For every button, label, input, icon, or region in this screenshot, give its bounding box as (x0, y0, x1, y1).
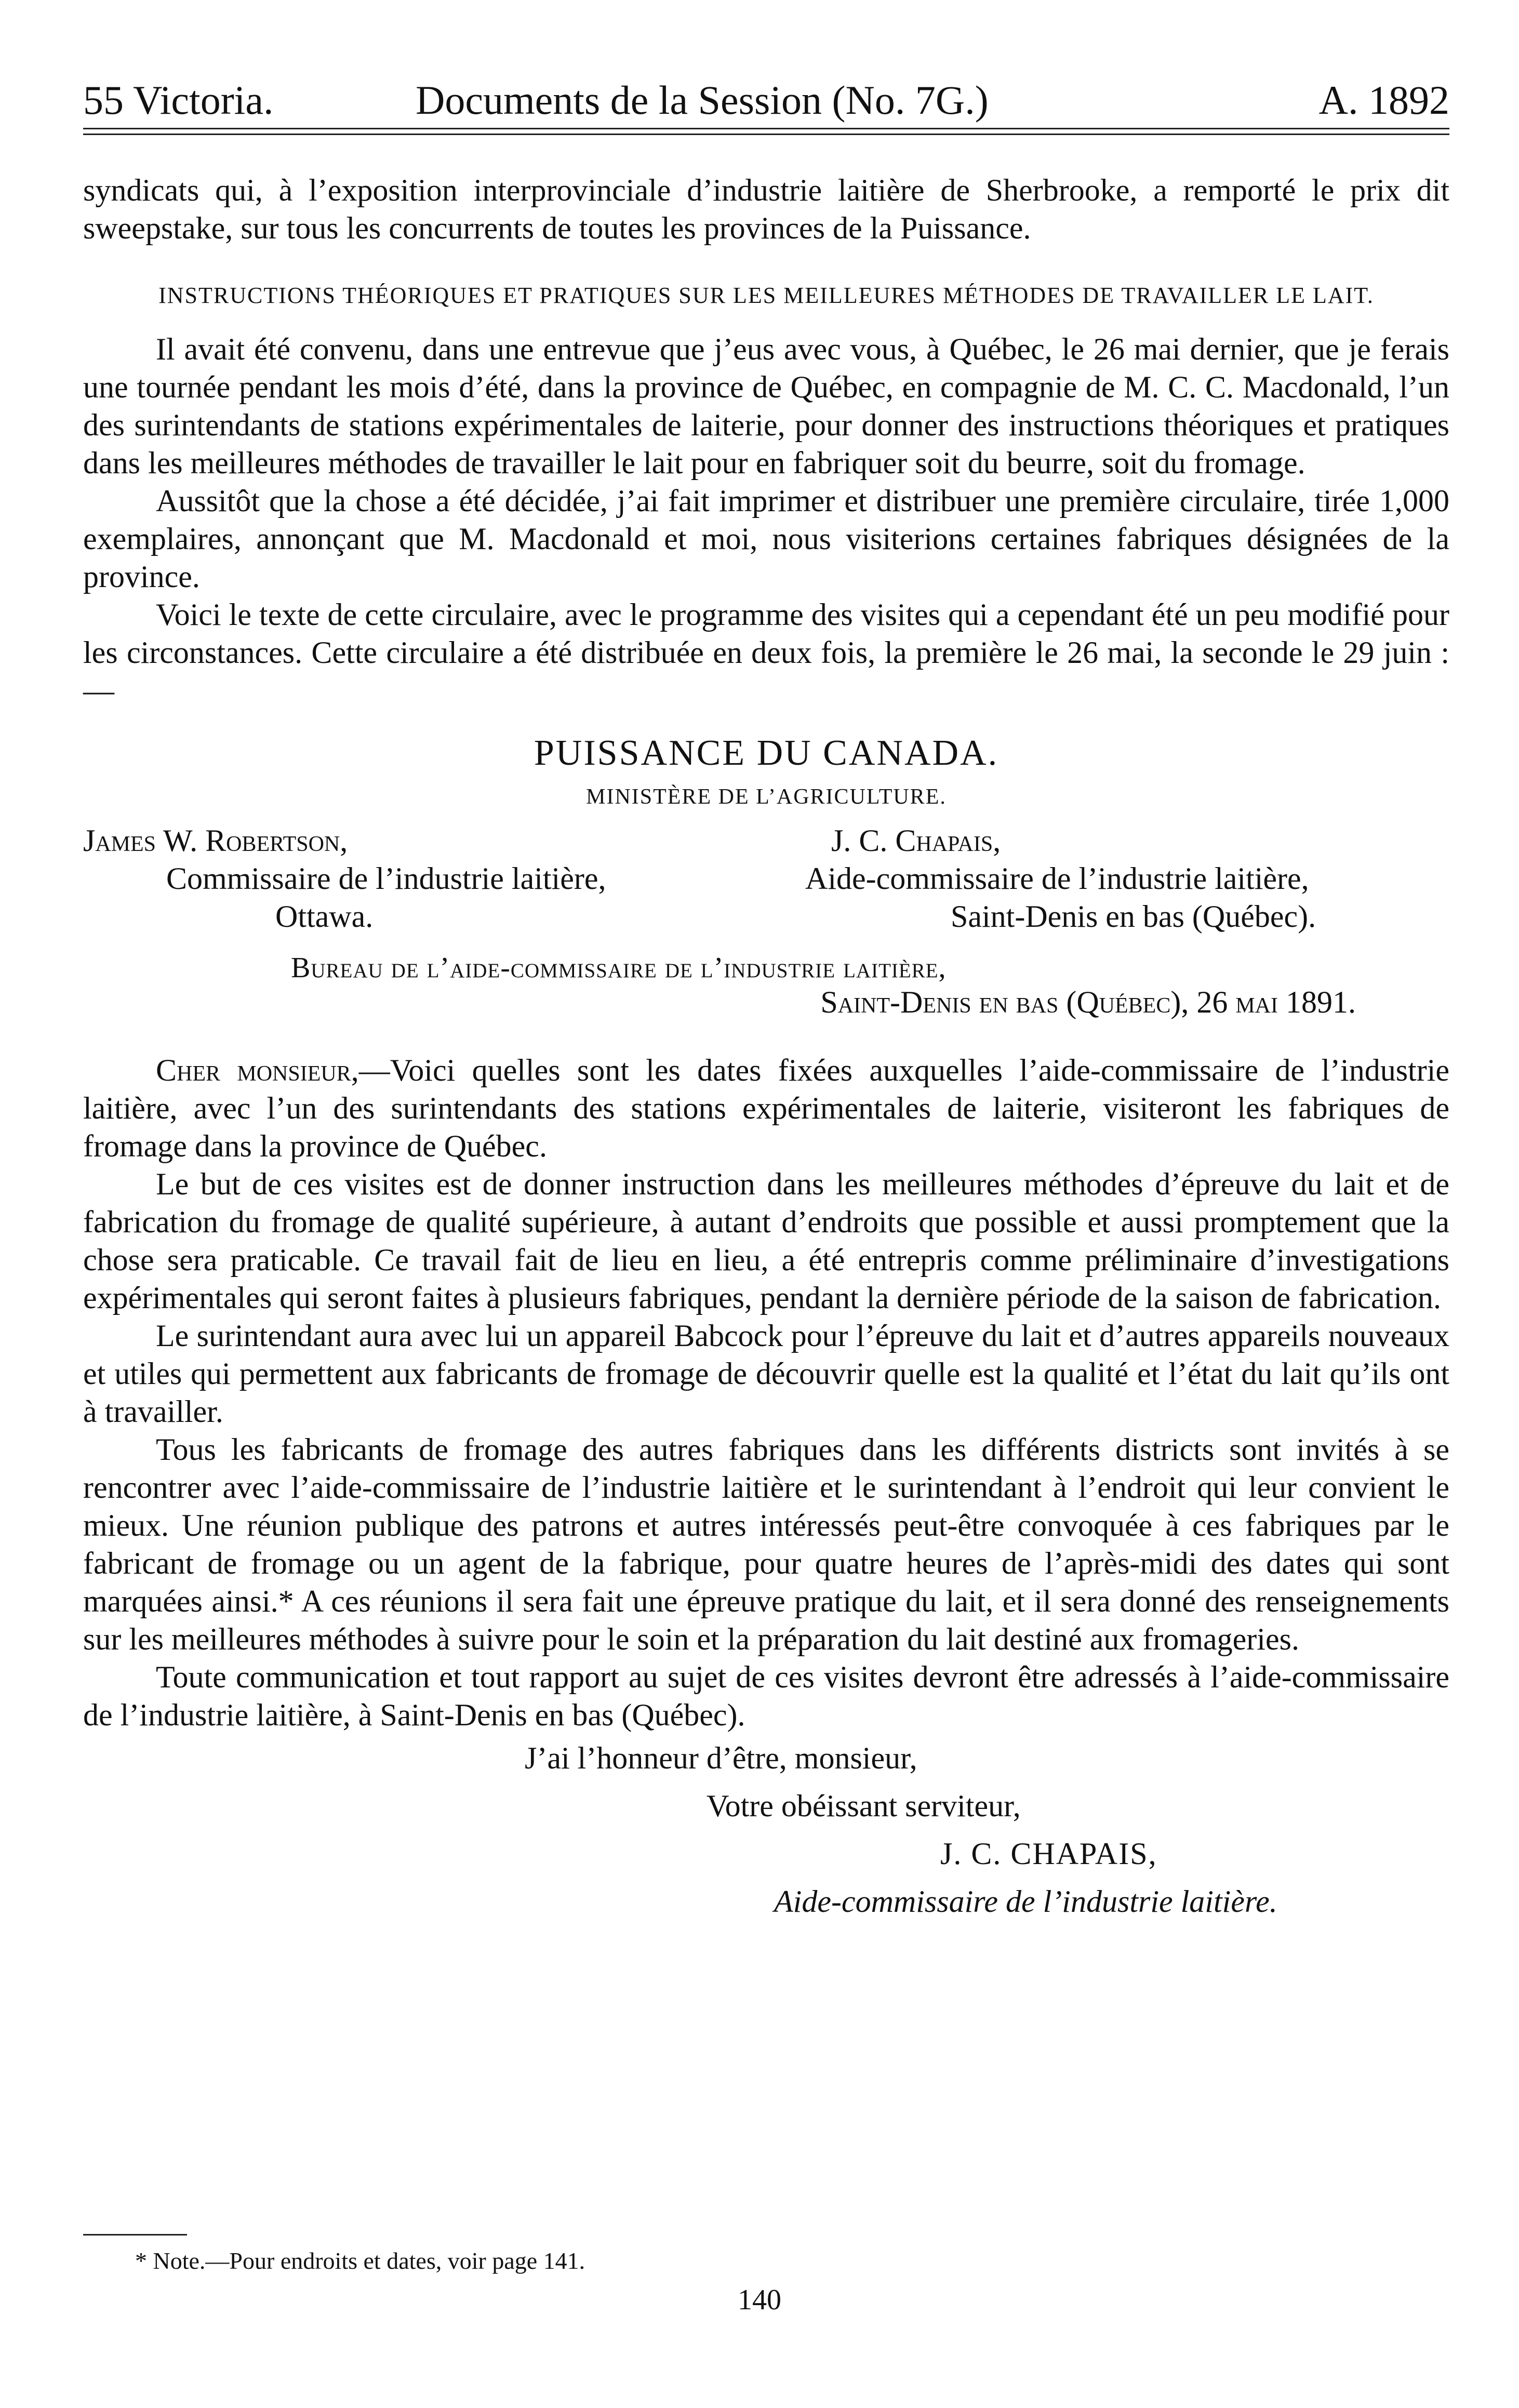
right-name: J. C. Chapais, (831, 823, 1001, 858)
body-text (83, 171, 1449, 710)
header-rule (83, 128, 1449, 129)
paragraph-2: Aussitôt que la chose a été décidée, j’ai fait imprimer et distribuer une première circulaire, tirée 1,000 exemplaires, annonçant que M. Macdonald et moi, nous visiterions certaines fabriques désignées de la province. (83, 483, 1449, 594)
ministry-title: MINISTÈRE DE L’AGRICULTURE. (586, 784, 947, 809)
paragraph-0: syndicats qui, à l’exposition interprovinciale d’industrie laitière de Sherbrooke, a remporté le prix dit sweepstake, sur tous les concurrents de toutes les provinces de la Puissance. (83, 172, 1449, 245)
circular-text-1: —Voici quelles sont les dates fixées auxquelles l’aide-commissaire de l’industrie laitière, avec l’un des surintendants des stations expérimentales de laiterie, visiteront les fabriques de fromage dans la province de Québec. (83, 1053, 1449, 1163)
signature-name: J. C. CHAPAIS, (940, 1836, 1157, 1871)
section-title: INSTRUCTIONS THÉORIQUES ET PRATIQUES SUR LES MEILLEURES MÉTHODES DE TRAVAILLER LE LAIT. (158, 282, 1374, 308)
addressee-right (805, 822, 1449, 936)
footnote: * Note.—Pour endroits et dates, voir page 141. (135, 2247, 585, 2274)
bureau-place-date: Saint-Denis en bas (Québec), 26 mai 1891. (820, 985, 1356, 1019)
left-role: Commissaire de l’industrie laitière, (166, 861, 606, 896)
circular-paragraph-3: Le surintendant aura avec lui un appareil Babcock pour l’épreuve du lait et d’autres appareils nouveaux et utiles qui permettent aux fabricants de fromage de découvrir quelle est la qualité et l’état du lait qu’ils ont à travailler. (83, 1318, 1449, 1429)
header-center: Documents de la Session (No. 7G.) (416, 77, 989, 123)
left-place: Ottawa. (275, 899, 374, 934)
left-name: James W. Robertson, (83, 823, 348, 858)
signature-block (83, 1734, 1449, 1925)
circular-paragraph-5: Toute communication et tout rapport au sujet de ces visites devront être adressés à l’aide-commissaire de l’industrie laitière, à Saint-Denis en bas (Québec). (83, 1659, 1449, 1732)
signature-title: Aide-commissaire de l’industrie laitière. (774, 1884, 1277, 1919)
circular-paragraph-2: Le but de ces visites est de donner instruction dans les meilleures méthodes d’épreuve du lait et de fabrication du fromage de qualité supérieure, à autant d’endroits que possible et aussi promptement que la chose sera praticable. Ce travail fait de lieu en lieu, a été entrepris comme préliminaire d’investigations expérimentales qui seront faites à plusieurs fabriques, pendant la dernière période de la saison de fabrication. (83, 1166, 1449, 1315)
paragraph-1: Il avait été convenu, dans une entrevue que j’eus avec vous, à Québec, le 26 mai dernier, que je ferais une tournée pendant les mois d’été, dans la province de Québec, en compagnie de M. C. C. Macdonald, l’un des surintendants de stations expérimentales de laiterie, pour donner des instructions théoriques et pratiques dans les meilleures méthodes de travailler le lait pour en fabriquer soit du beurre, soit du fromage. (83, 331, 1449, 480)
closing-line-1: J’ai l’honneur d’être, monsieur, (525, 1740, 917, 1775)
salutation: Cher monsieur, (156, 1053, 359, 1087)
paragraph-3: Voici le texte de cette circulaire, avec le programme des visites qui a cependant été un peu modifié pour les circonstances. Cette circulaire a été distribuée en deux fois, la première le 26 mai, la seconde le 29 juin :— (83, 597, 1449, 708)
page-number: 140 (738, 2284, 781, 2316)
header-right: A. 1892 (1318, 77, 1449, 123)
circular-paragraph-1 (83, 1052, 1449, 1165)
bureau-line: Bureau de l’aide-commissaire de l’industrie laitière, (291, 951, 947, 984)
running-header (83, 78, 1449, 123)
addressee-left (83, 822, 738, 936)
header-rule-2 (83, 134, 1449, 135)
addressees (83, 822, 1449, 936)
page-content (83, 78, 1449, 1925)
right-role: Aide-commissaire de l’industrie laitière, (805, 861, 1309, 896)
closing-line-2: Votre obéissant serviteur, (707, 1788, 1021, 1823)
circular-title: PUISSANCE DU CANADA. (534, 733, 999, 773)
header-left: 55 Victoria. (83, 77, 274, 123)
circular-body (83, 1052, 1449, 1734)
circular-paragraph-4: Tous les fabricants de fromage des autres fabriques dans les différents districts sont invités à se rencontrer avec l’aide-commissaire de l’industrie laitière et le surintendant à l’endroit qui leur convient le mieux. Une réunion publique des patrons et autres intéressés peut-être convoquée à ces fabriques par le fabricant de fromage ou un agent de la fabrique, pour quatre heures de l’après-midi des dates qui sont marquées ainsi.* A ces réunions il sera fait une épreuve pratique du lait, et il sera donné des renseignements sur les meilleures méthodes à suivre pour le soin et la préparation du lait destiné aux fromageries. (83, 1432, 1449, 1656)
footnote-rule (83, 2234, 187, 2236)
right-place: Saint-Denis en bas (Québec). (951, 899, 1316, 934)
